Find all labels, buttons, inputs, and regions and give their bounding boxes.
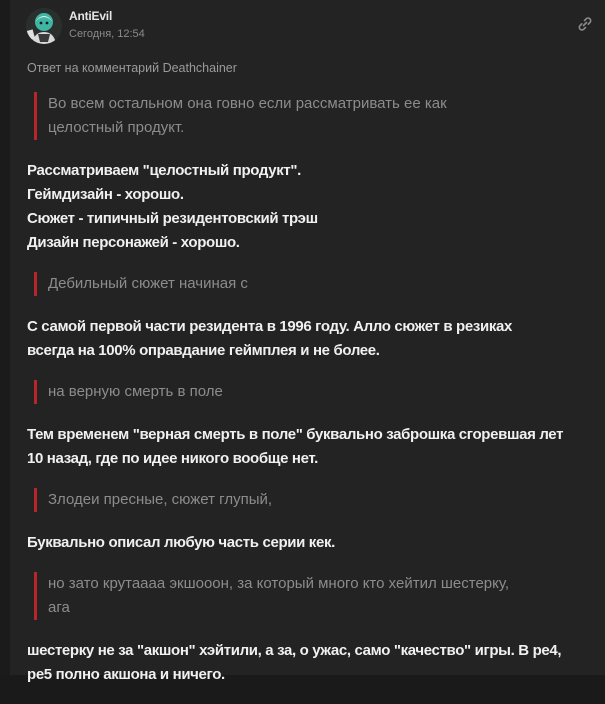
- paragraph: [27, 159, 597, 255]
- quote-block: [34, 572, 597, 620]
- link-icon[interactable]: [576, 15, 594, 33]
- paragraph-line: ре5 полно акшона и ничего.: [27, 666, 225, 683]
- paragraph: [27, 315, 597, 363]
- quote-line: ага: [48, 599, 70, 616]
- paragraph: [27, 531, 597, 555]
- reply-to-author[interactable]: Deathchainer: [162, 61, 237, 75]
- paragraph-line: Геймдизайн - хорошо.: [27, 186, 184, 203]
- paragraph-line: С самой первой части резидента в 1996 году. Алло сюжет в резиках: [27, 318, 512, 335]
- paragraph-line: Дизайн персонажей - хорошо.: [27, 234, 240, 251]
- quote-line: но зато крутаааа экшооон, за который много кто хейтил шестерку,: [48, 575, 510, 592]
- paragraph-line: шестерку не за "акшон" хэйтили, а за, о ужас, само "качество" игры. В ре4,: [27, 642, 562, 659]
- paragraph: [27, 423, 597, 471]
- quote-line: Во всем остальном она говно если рассматривать ее как: [48, 95, 447, 112]
- reply-to-line: [27, 61, 237, 75]
- paragraph-line: Сюжет - типичный резидентовский трэш: [27, 210, 318, 227]
- reply-prefix: Ответ на комментарий: [27, 61, 160, 75]
- quote-block: [34, 380, 597, 404]
- quote-block: [34, 272, 597, 296]
- paragraph-line: Буквально описал любую часть серии кек.: [27, 534, 335, 551]
- paragraph-line: 10 назад, где по идее никого вообще нет.: [27, 450, 318, 467]
- left-gutter: [0, 0, 10, 675]
- paragraph-line: Рассматриваем "целостный продукт".: [27, 162, 301, 179]
- quote-line: на верную смерть в поле: [48, 383, 223, 400]
- paragraph-line: Тем временем "верная смерть в поле" буквально заброшка сгоревшая лет: [27, 426, 564, 443]
- quote-line: Злодеи пресные, сюжет глупый,: [48, 491, 273, 508]
- timestamp: Сегодня, 12:54: [69, 28, 145, 40]
- quote-line: целостный продукт.: [48, 119, 185, 136]
- paragraph: [27, 639, 597, 687]
- paragraph-line: всегда на 100% оправдание геймплея и не более.: [27, 342, 380, 359]
- comment-body: [27, 92, 597, 704]
- quote-block: [34, 92, 597, 140]
- avatar[interactable]: [26, 8, 62, 44]
- quote-line: Дебильный сюжет начиная с: [48, 275, 248, 292]
- quote-block: [34, 488, 597, 512]
- comment-card: [10, 0, 605, 683]
- avatar-image: [26, 8, 62, 44]
- author-name[interactable]: AntiEvil: [69, 9, 113, 23]
